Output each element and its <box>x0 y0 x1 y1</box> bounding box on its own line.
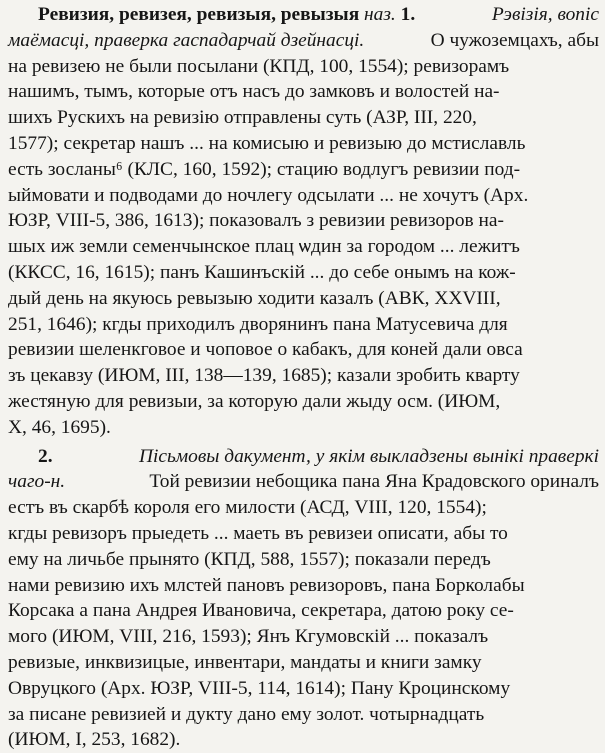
entry-line <box>8 547 599 573</box>
headword: Ревизия, ревизея, ревизыя, ревызыя <box>38 4 360 25</box>
citation-text: ему на личьбе прынято (КПД, 588, 1557); показали передъ <box>8 548 491 570</box>
citation-text: зъ цекавзу (ИЮМ, III, 138—139, 1685); казали зробить кварту <box>8 365 520 387</box>
entry-line <box>8 2 599 28</box>
sense-number: 2. <box>38 445 53 467</box>
sense-definition: маёмасці, праверка гаспадарчай дзейнасці. <box>8 29 365 51</box>
entry-line <box>8 131 599 157</box>
sense-definition: Пісьмовы дакумент, у якім выкладзены вынікі праверкі <box>138 445 599 467</box>
entry-line <box>8 312 599 338</box>
citation-text: ревизии шеленкговое и чоповое о кабакъ, для коней дали овса <box>8 339 523 361</box>
citation-text: 1577); секретар нашъ ... на комисыю и ревизыю до мстиславль <box>8 132 526 154</box>
citation-text: Корсака а пана Андрея Ивановича, секретара, датою року се- <box>8 600 514 622</box>
entry-line <box>8 363 599 389</box>
entry-line <box>8 727 599 753</box>
entry-line <box>8 624 599 650</box>
citation-text: X, 46, 1695). <box>8 416 111 438</box>
entry-line <box>8 389 599 415</box>
entry-line <box>8 495 599 521</box>
entry-line <box>8 234 599 260</box>
citation-text: ревизые, инквизицые, инвентари, мандаты и книги замку <box>8 651 482 673</box>
citation-text: есть зосланы⁶ (КЛС, 160, 1592); стацию водлугъ ревизии под- <box>8 158 521 180</box>
citation-text: Той ревизии небощика пана Яна Крадовского ориналъ <box>149 471 599 493</box>
entry-line <box>8 54 599 80</box>
citation-text: (ИЮМ, I, 253, 1682). <box>8 729 181 751</box>
citation-text: жестяную для ревизыи, за которую дали жыду осм. (ИЮМ, <box>8 390 501 412</box>
citation-text: нами ревизию ихъ млстей пановъ ревизоровъ, пана Борколабы <box>8 574 525 596</box>
citation-text: естъ въ скарбѣ короля его милости (АСД, VIII, 120, 1554); <box>8 497 487 519</box>
entry-line <box>8 415 599 441</box>
entry-line <box>8 157 599 183</box>
entry-line <box>8 598 599 624</box>
citation-text: шихъ Рускихъ на ревизію отправлены суть (АЗР, III, 220, <box>8 107 477 129</box>
citation-text: кгды ревизоръ прыедеть ... маеть въ ревизеи описати, абы то <box>8 522 508 544</box>
part-of-speech: наз. <box>364 4 396 25</box>
citation-text: ыймовати и подводами до ночлегу одсылати ... не хочутъ (Арх. <box>8 184 529 206</box>
sense-definition: чаго-н. <box>8 471 66 493</box>
dictionary-entry <box>8 2 599 753</box>
entry-line <box>8 469 599 495</box>
entry-line <box>8 105 599 131</box>
sense-definition: Рэвізія, вопіс <box>491 4 599 25</box>
entry-line <box>8 208 599 234</box>
entry-line <box>8 28 599 54</box>
entry-line <box>8 573 599 599</box>
entry-line <box>8 286 599 312</box>
citation-text: шых иж земли семенчынское плац ѡдин за городом ... лежитъ <box>8 236 520 258</box>
entry-line <box>8 79 599 105</box>
entry-line <box>8 650 599 676</box>
citation-text: 251, 1646); кгды приходилъ дворянинъ пана Матусевича для <box>8 313 508 335</box>
citation-text: за писане ревизией и дукту дано ему золот. чотырнадцать <box>8 703 485 725</box>
citation-text: (ККСС, 16, 1615); панъ Кашинъскій ... до себе онымъ на кож- <box>8 261 516 283</box>
entry-line <box>8 702 599 728</box>
citation-text: ЮЗР, VIII-5, 386, 1613); показовалъ з ревизии ревизоров на- <box>8 210 504 232</box>
entry-line <box>8 337 599 363</box>
entry-line <box>8 183 599 209</box>
entry-line <box>8 260 599 286</box>
citation-text: мого (ИЮМ, VIII, 216, 1593); Янъ Кгумовскій ... показалъ <box>8 626 489 648</box>
citation-text: О чужоземцахъ, абы <box>430 29 599 51</box>
entry-line <box>8 521 599 547</box>
entry-line <box>8 676 599 702</box>
citation-text: дый день на якуюсь ревызыю ходити казалъ (АВК, XXVIII, <box>8 287 501 309</box>
citation-text: на ревизею не были посылани (КПД, 100, 1554); ревизорамъ <box>8 55 510 77</box>
entry-line <box>8 444 599 470</box>
sense-number: 1. <box>400 4 416 25</box>
citation-text: нашимъ, тымъ, которые отъ насъ до замковъ и волостей на- <box>8 81 500 103</box>
citation-text: Овруцкого (Арх. ЮЗР, VIII-5, 114, 1614); Пану Кроцинскому <box>8 677 511 699</box>
